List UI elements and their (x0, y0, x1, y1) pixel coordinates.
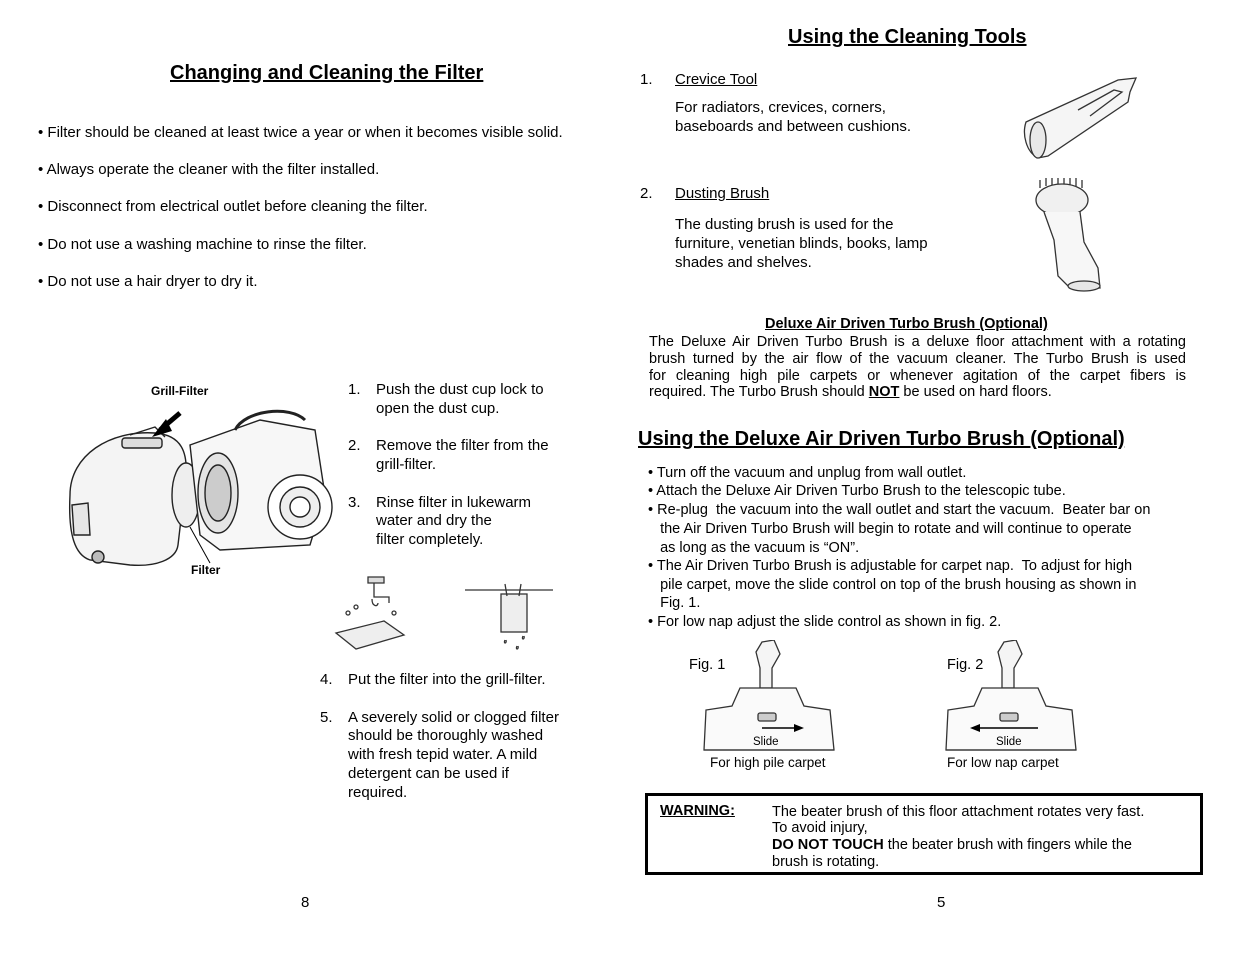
warning-do-not-touch: DO NOT TOUCH (772, 837, 884, 853)
dusting-brush-desc-3: shades and shelves. (675, 254, 812, 271)
step-1-line-2: open the dust cup. (376, 400, 500, 417)
dusting-brush-number: 2. (640, 185, 653, 202)
step-3-number: 3. (348, 494, 361, 511)
using-turbo-title: Using the Deluxe Air Driven Turbo Brush (Optional) (638, 428, 1125, 450)
using-line-6: • The Air Driven Turbo Brush is adjustable for carpet nap. To adjust for high (648, 558, 1133, 574)
warning-line-4: brush is rotating. (772, 854, 880, 870)
using-line-4: the Air Driven Turbo Brush will begin to rotate and will continue to operate (648, 521, 1132, 537)
fig-2-caption: For low nap carpet (947, 755, 1059, 770)
filter-bullet-1: • Filter should be cleaned at least twice a year or when it becomes visible solid. (38, 124, 563, 141)
using-line-1: • Turn off the vacuum and unplug from wall outlet. (648, 465, 967, 481)
left-page-title: Changing and Cleaning the Filter (170, 62, 484, 84)
right-page-number: 5 (937, 894, 946, 911)
filter-bullet-2: • Always operate the cleaner with the filter installed. (38, 161, 380, 178)
fig-2-slide-label: Slide (996, 736, 1022, 748)
using-line-3: • Re-plug the vacuum into the wall outlet and start the vacuum. Beater bar on (648, 502, 1151, 518)
step-1-line-1: Push the dust cup lock to (376, 381, 544, 398)
using-line-2: • Attach the Deluxe Air Driven Turbo Brush to the telescopic tube. (648, 483, 1066, 499)
warning-line-3 (772, 836, 1132, 854)
crevice-tool-name: Crevice Tool (675, 71, 758, 88)
filter-label: Filter (191, 563, 221, 577)
rinse-filter-illustration (334, 573, 414, 653)
step-1-number: 1. (348, 381, 361, 398)
turbo-desc-line-4 (649, 383, 1052, 401)
turbo-brush-heading: Deluxe Air Driven Turbo Brush (Optional) (765, 316, 1048, 332)
step-5-line-5: required. (348, 784, 408, 801)
dusting-brush-illustration (1028, 178, 1108, 293)
dusting-brush-name: Dusting Brush (675, 185, 770, 202)
step-4-line-1: Put the filter into the grill-filter. (348, 671, 546, 688)
filter-bullet-4: • Do not use a washing machine to rinse the filter. (38, 236, 367, 253)
vacuum-filter-illustration (60, 375, 335, 585)
crevice-tool-desc-2: baseboards and between cushions. (675, 118, 912, 135)
fig-1-label: Fig. 1 (689, 657, 726, 673)
warning-line-3-rest: the beater brush with fingers while the (883, 837, 1132, 853)
dusting-brush-desc-2: furniture, venetian blinds, books, lamp (675, 235, 928, 252)
using-line-5: as long as the vacuum is “ON”. (648, 540, 860, 556)
step-5-line-3: with fresh tepid water. A mild (348, 746, 538, 763)
step-5-line-2: should be thoroughly washed (348, 727, 544, 744)
turbo-desc-not: NOT (868, 384, 900, 400)
warning-label: WARNING: (660, 803, 735, 819)
step-5-number: 5. (320, 709, 333, 726)
step-4-number: 4. (320, 671, 333, 688)
using-line-7: pile carpet, move the slide control on top of the brush housing as shown in (648, 577, 1137, 593)
using-line-8: Fig. 1. (648, 595, 701, 611)
fig-2-label: Fig. 2 (947, 657, 984, 673)
turbo-desc-line-1: The Deluxe Air Driven Turbo Brush is a deluxe floor attachment with a rotating (649, 334, 1186, 350)
step-2-number: 2. (348, 437, 361, 454)
step-2-line-1: Remove the filter from the (376, 437, 549, 454)
dry-filter-illustration (465, 580, 555, 660)
right-page-title: Using the Cleaning Tools (788, 26, 1027, 48)
step-3-line-1: Rinse filter in lukewarm (376, 494, 532, 511)
warning-line-2: To avoid injury, (772, 820, 868, 836)
step-3-line-3: filter completely. (376, 531, 484, 548)
grill-filter-label: Grill-Filter (151, 384, 209, 398)
warning-line-1: The beater brush of this floor attachment rotates very fast. (772, 804, 1145, 820)
dusting-brush-desc-1: The dusting brush is used for the (675, 216, 894, 233)
step-5-line-4: detergent can be used if (348, 765, 509, 782)
turbo-desc-line-4-post: be used on hard floors. (899, 384, 1052, 400)
crevice-tool-number: 1. (640, 71, 653, 88)
filter-bullet-3: • Disconnect from electrical outlet before cleaning the filter. (38, 198, 428, 215)
turbo-desc-line-3: for cleaning high pile carpets or whenever agitation of the carpet fibers is (649, 368, 1186, 384)
crevice-tool-desc-1: For radiators, crevices, corners, (675, 99, 886, 116)
using-line-9: • For low nap adjust the slide control as shown in fig. 2. (648, 614, 1002, 630)
fig-1-caption: For high pile carpet (710, 755, 826, 770)
step-5-line-1: A severely solid or clogged filter (348, 709, 559, 726)
fig-1-slide-label: Slide (753, 736, 779, 748)
turbo-desc-line-2: brush turned by the air flow of the vacuum cleaner. The Turbo Brush is used (649, 351, 1186, 367)
step-2-line-2: grill-filter. (376, 456, 437, 473)
filter-bullet-5: • Do not use a hair dryer to dry it. (38, 273, 258, 290)
step-3-line-2: water and dry the (376, 512, 492, 529)
left-page-number: 8 (301, 894, 310, 911)
crevice-tool-illustration (1018, 72, 1143, 162)
turbo-desc-line-4-pre: required. The Turbo Brush should (649, 384, 869, 400)
